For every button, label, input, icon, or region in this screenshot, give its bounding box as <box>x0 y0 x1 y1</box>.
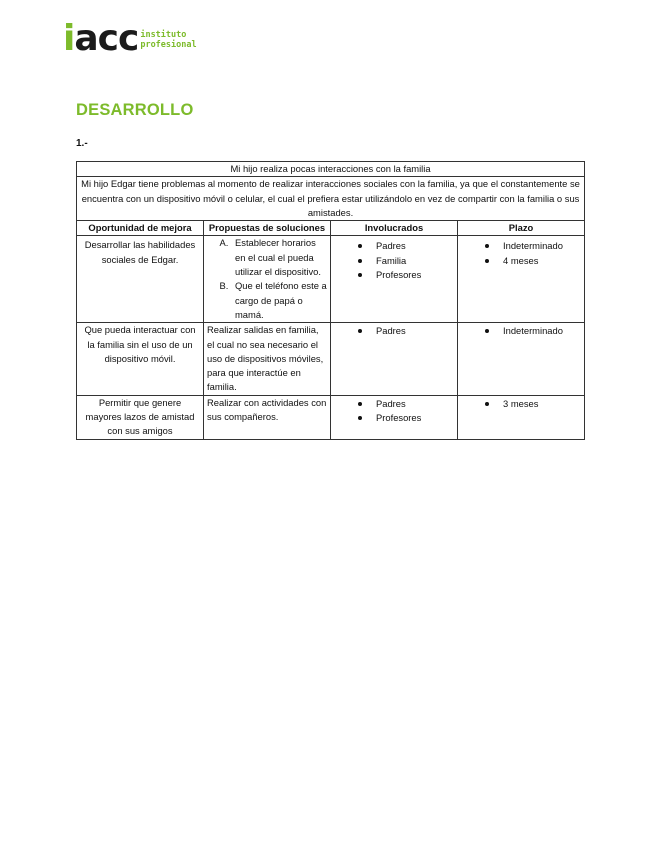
list-item: Padres <box>334 397 454 411</box>
logo-subtitle <box>140 31 196 50</box>
list-item: Padres <box>334 324 454 338</box>
logo-line-2: profesional <box>140 39 197 50</box>
list-item: A. Establecer horarios en el cual el pueda utilizar el dispositivo. <box>231 236 327 279</box>
cell-plazo <box>458 395 585 439</box>
header-plazo: Plazo <box>458 221 585 236</box>
list-item: Indeterminado <box>461 239 581 253</box>
table-description-row <box>77 177 585 221</box>
table-header-row <box>77 221 585 236</box>
list-item: Profesores <box>334 268 454 282</box>
logo-mark <box>63 18 139 59</box>
logo-line-1: instituto <box>140 30 187 40</box>
logo-mark-acc: acc <box>74 18 139 59</box>
table-title: Mi hijo realiza pocas interacciones con la familia <box>77 162 585 177</box>
header-involucrados: Involucrados <box>331 221 458 236</box>
improvement-table <box>76 161 585 440</box>
table-row <box>77 236 585 323</box>
header-propuestas: Propuestas de soluciones <box>204 221 331 236</box>
cell-plazo <box>458 323 585 395</box>
iacc-logo <box>63 18 197 59</box>
header-oportunidad: Oportunidad de mejora <box>77 221 204 236</box>
item-number: 1.- <box>76 138 88 149</box>
cell-propuesta: Realizar con actividades con sus compañeros. <box>204 395 331 439</box>
list-item: 3 meses <box>461 397 581 411</box>
section-heading: DESARROLLO <box>76 101 194 119</box>
cell-propuestas <box>204 236 331 323</box>
table-title-row <box>77 162 585 177</box>
list-item: Profesores <box>334 411 454 425</box>
table-row <box>77 323 585 395</box>
table-description: Mi hijo Edgar tiene problemas al momento de realizar interacciones sociales con la familia, ya que el constantemente se encuentra con un dispositivo móvil o celular, el cual el prefiera estar utilizándolo en vez de compartir con la familia o sus amistades. <box>77 177 585 221</box>
cell-oportunidad: Desarrollar las habilidades sociales de Edgar. <box>77 236 204 323</box>
list-item: Familia <box>334 254 454 268</box>
list-item: Padres <box>334 239 454 253</box>
cell-involucrados <box>331 395 458 439</box>
table-row <box>77 395 585 439</box>
cell-involucrados <box>331 236 458 323</box>
list-item: 4 meses <box>461 254 581 268</box>
cell-plazo <box>458 236 585 323</box>
cell-propuesta: Realizar salidas en familia, el cual no sea necesario el uso de dispositivos móviles, para que interactúe en familia. <box>204 323 331 395</box>
logo-mark-i: i <box>63 18 75 59</box>
list-item: B. Que el teléfono este a cargo de papá o mamá. <box>231 279 327 322</box>
list-item: Indeterminado <box>461 324 581 338</box>
cell-involucrados <box>331 323 458 395</box>
cell-oportunidad: Que pueda interactuar con la familia sin el uso de un dispositivo móvil. <box>77 323 204 395</box>
cell-oportunidad: Permitir que genere mayores lazos de amistad con sus amigos <box>77 395 204 439</box>
